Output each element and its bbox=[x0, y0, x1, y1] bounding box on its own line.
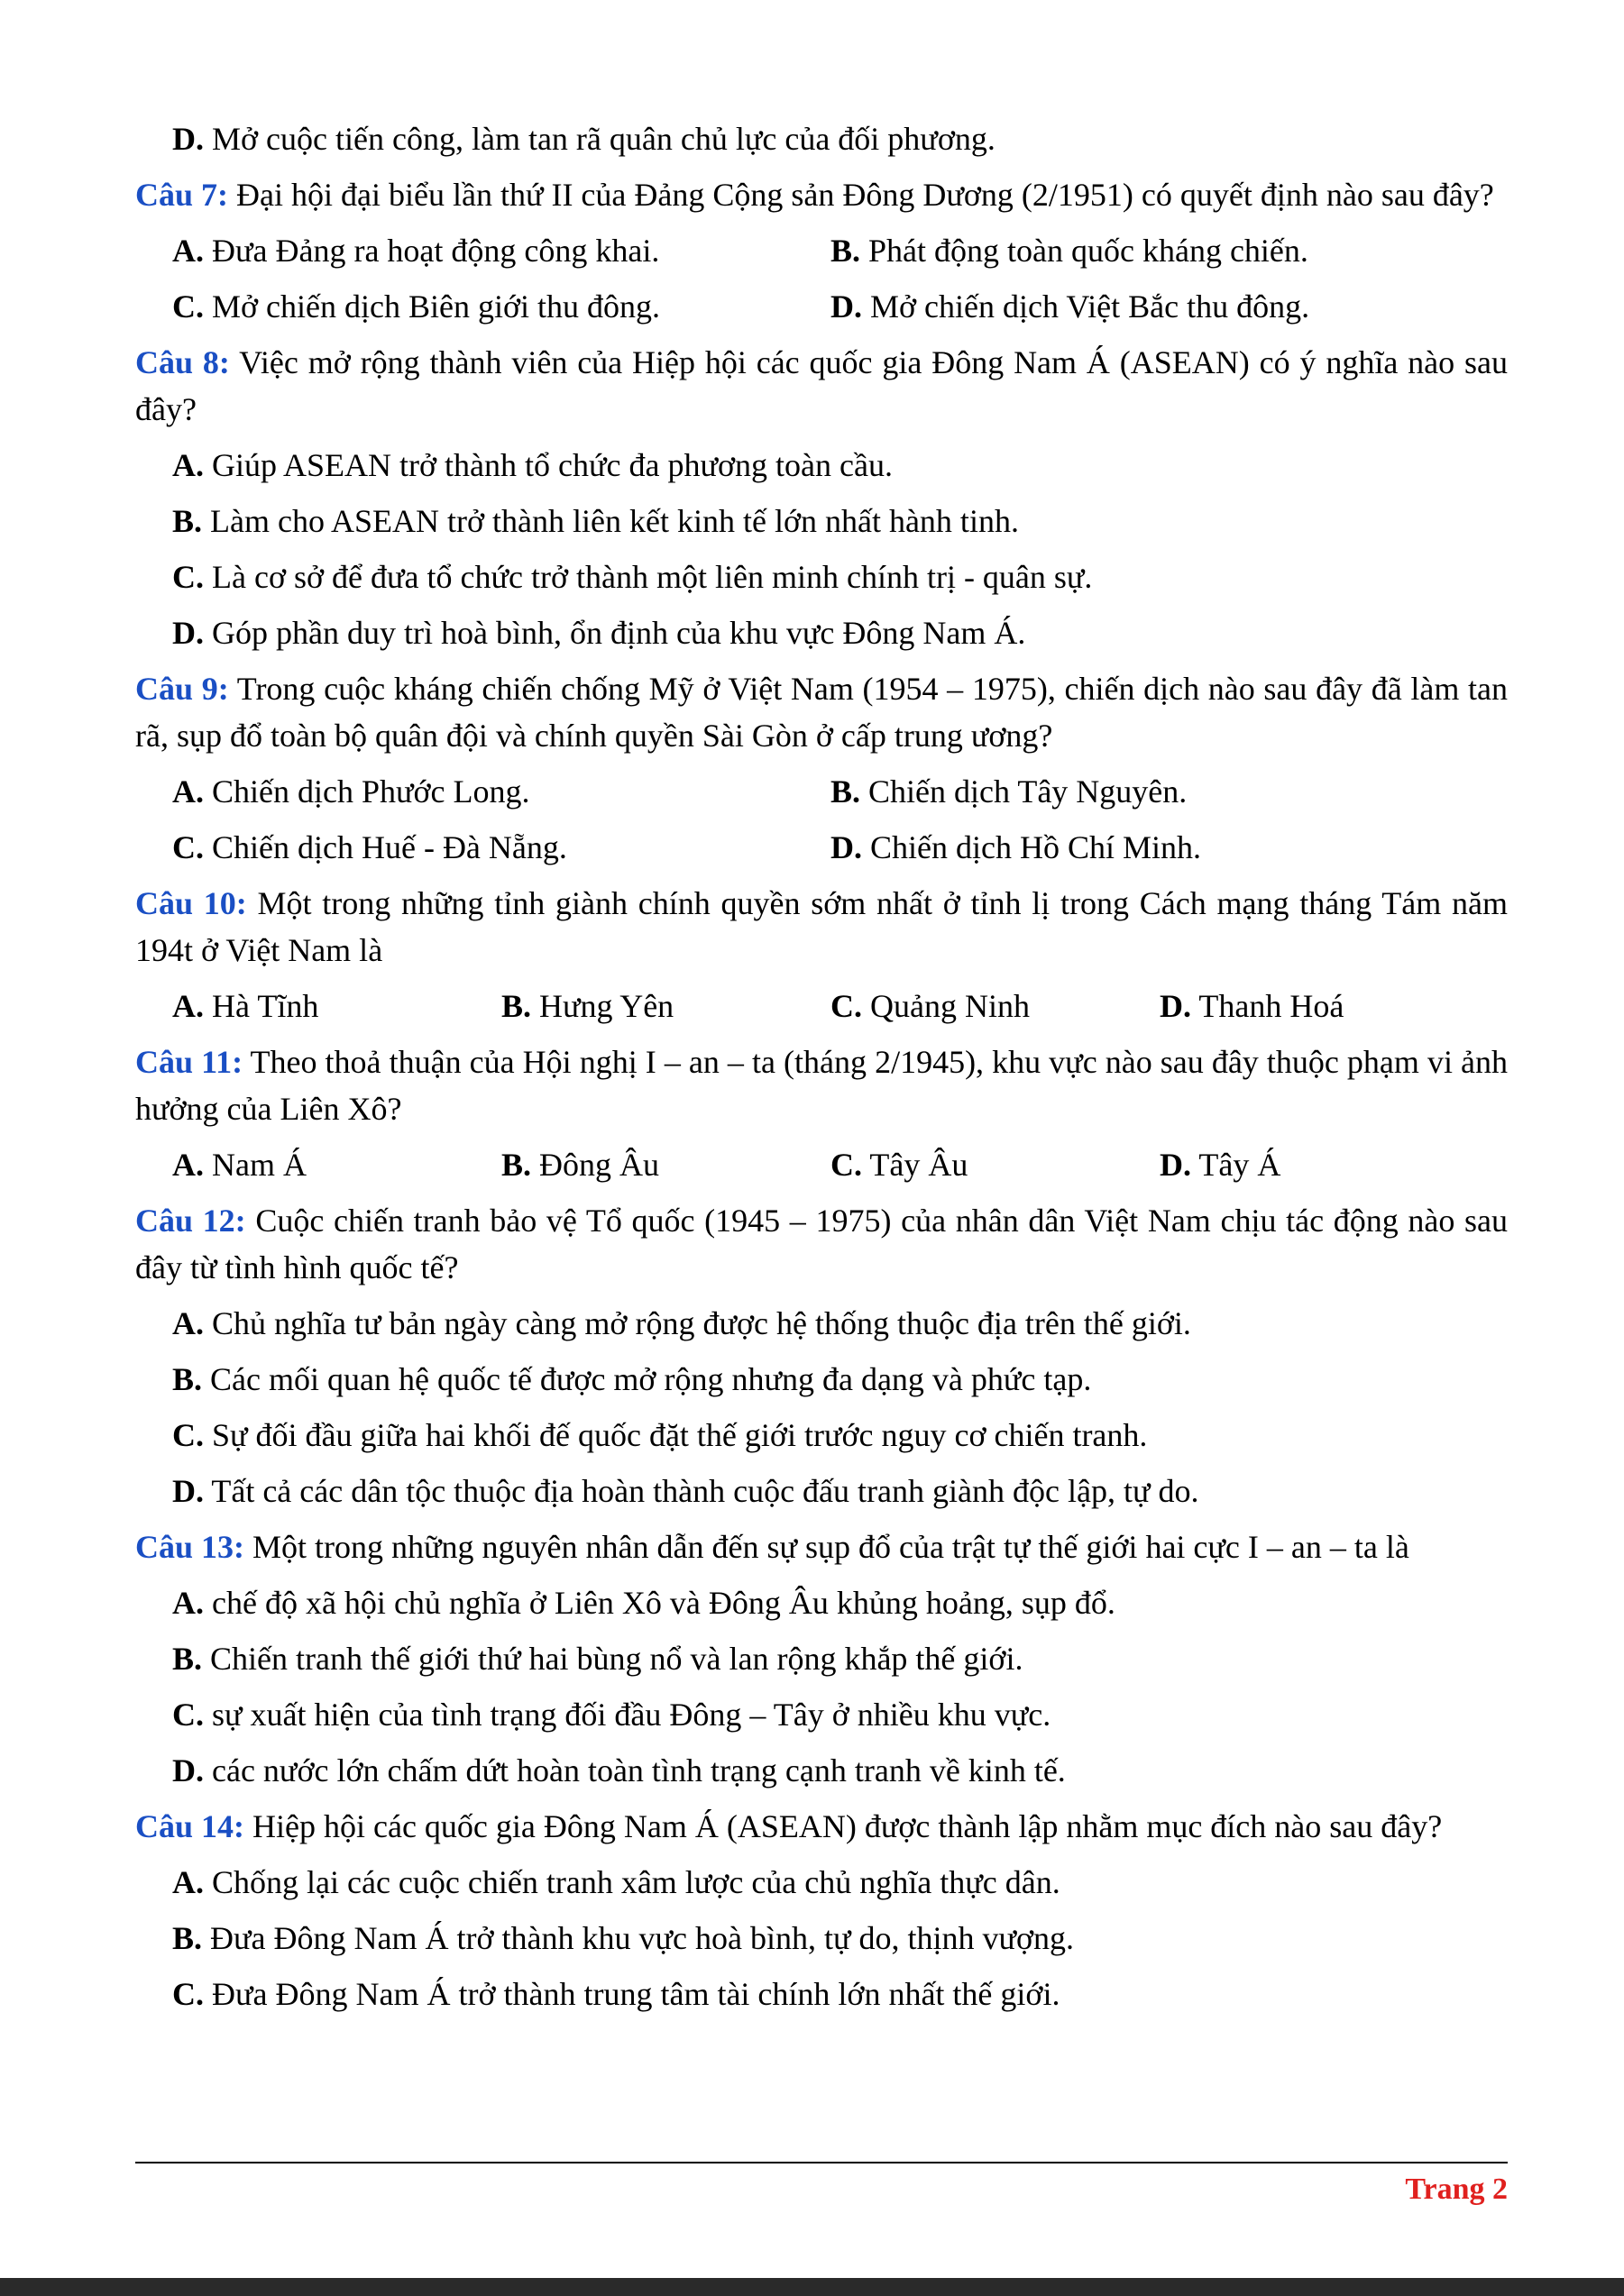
option-line bbox=[172, 1412, 1508, 1459]
option-b bbox=[172, 498, 1019, 544]
option-text: Mở cuộc tiến công, làm tan rã quân chủ lực của đối phương. bbox=[212, 121, 996, 157]
question-label: Câu 14: bbox=[135, 1808, 245, 1844]
option-text: Chiến dịch Huế - Đà Nẵng. bbox=[212, 829, 567, 865]
option-letter: B. bbox=[172, 1920, 203, 1956]
option-a bbox=[172, 442, 893, 489]
option-line bbox=[172, 1747, 1508, 1794]
option-line bbox=[172, 1971, 1508, 2017]
option-text: Làm cho ASEAN trở thành liên kết kinh tế lớn nhất hành tinh. bbox=[210, 503, 1019, 539]
option-letter: A. bbox=[172, 1305, 204, 1341]
option-letter: A. bbox=[172, 988, 204, 1024]
option-c bbox=[172, 1691, 1051, 1738]
option-letter: A. bbox=[172, 1147, 204, 1183]
question-text: Việc mở rộng thành viên của Hiệp hội các quốc gia Đông Nam Á (ASEAN) có ý nghĩa nào sau đây? bbox=[135, 344, 1508, 427]
option-b bbox=[830, 768, 1489, 815]
option-a bbox=[172, 983, 501, 1029]
option-line bbox=[172, 115, 1508, 162]
option-c bbox=[830, 1141, 1160, 1188]
option-text: chế độ xã hội chủ nghĩa ở Liên Xô và Đông Âu khủng hoảng, sụp đổ. bbox=[212, 1585, 1115, 1621]
option-letter: D. bbox=[1160, 988, 1191, 1024]
option-line bbox=[172, 442, 1508, 489]
option-line bbox=[172, 1859, 1508, 1906]
option-letter: C. bbox=[172, 1697, 204, 1733]
option-d bbox=[172, 609, 1025, 656]
option-letter: A. bbox=[172, 1864, 204, 1900]
option-line bbox=[172, 1356, 1508, 1403]
option-a bbox=[172, 768, 830, 815]
option-letter: C. bbox=[172, 829, 204, 865]
question-8 bbox=[135, 339, 1508, 656]
option-c bbox=[172, 553, 1092, 600]
option-text: Mở chiến dịch Việt Bắc thu đông. bbox=[870, 288, 1310, 325]
question-text: Một trong những nguyên nhân dẫn đến sự sụp đổ của trật tự thế giới hai cực I – an – ta là bbox=[252, 1529, 1409, 1565]
option-text: Tất cả các dân tộc thuộc địa hoàn thành cuộc đấu tranh giành độc lập, tự do. bbox=[211, 1473, 1199, 1509]
question-label: Câu 12: bbox=[135, 1203, 246, 1239]
option-letter: A. bbox=[172, 233, 204, 269]
option-text: Góp phần duy trì hoà bình, ổn định của khu vực Đông Nam Á. bbox=[212, 615, 1026, 651]
option-d bbox=[830, 283, 1489, 330]
option-text: Mở chiến dịch Biên giới thu đông. bbox=[212, 288, 661, 325]
option-c bbox=[172, 1971, 1060, 2017]
option-d bbox=[172, 115, 996, 162]
option-letter: B. bbox=[501, 1147, 532, 1183]
option-text: Quảng Ninh bbox=[870, 988, 1030, 1024]
question-12 bbox=[135, 1197, 1508, 1514]
option-d bbox=[172, 1468, 1198, 1514]
option-text: Các mối quan hệ quốc tế được mở rộng nhưng đa dạng và phức tạp. bbox=[210, 1361, 1092, 1397]
question-stem bbox=[135, 1038, 1508, 1132]
question-13 bbox=[135, 1523, 1508, 1794]
question-text: Theo thoả thuận của Hội nghị I – an – ta (tháng 2/1945), khu vực nào sau đây thuộc phạm vi ảnh hưởng của Liên Xô? bbox=[135, 1044, 1508, 1127]
option-letter: C. bbox=[830, 988, 862, 1024]
option-line bbox=[172, 1300, 1508, 1347]
option-d bbox=[1160, 983, 1489, 1029]
question-label: Câu 7: bbox=[135, 177, 229, 213]
option-text: Sự đối đầu giữa hai khối đế quốc đặt thế giới trước nguy cơ chiến tranh. bbox=[212, 1417, 1148, 1453]
option-letter: D. bbox=[172, 1473, 204, 1509]
option-text: sự xuất hiện của tình trạng đối đầu Đông – Tây ở nhiều khu vực. bbox=[212, 1697, 1051, 1733]
option-letter: A. bbox=[172, 447, 204, 483]
option-text: Chiến dịch Hồ Chí Minh. bbox=[870, 829, 1201, 865]
question-text: Cuộc chiến tranh bảo vệ Tổ quốc (1945 – 1975) của nhân dân Việt Nam chịu tác động nào sau đây từ tình hình quốc tế? bbox=[135, 1203, 1509, 1285]
option-b bbox=[501, 983, 830, 1029]
option-text: Chiến tranh thế giới thứ hai bùng nổ và lan rộng khắp thế giới. bbox=[210, 1641, 1023, 1677]
question-label: Câu 8: bbox=[135, 344, 230, 380]
option-c bbox=[172, 283, 830, 330]
option-letter: C. bbox=[830, 1147, 862, 1183]
option-text: Hà Tĩnh bbox=[212, 988, 319, 1024]
option-text: Đông Âu bbox=[539, 1147, 660, 1183]
option-text: Thanh Hoá bbox=[1198, 988, 1344, 1024]
option-text: Hưng Yên bbox=[539, 988, 674, 1024]
question-7 bbox=[135, 171, 1508, 330]
option-letter: D. bbox=[830, 288, 862, 325]
option-d bbox=[1160, 1141, 1489, 1188]
option-line bbox=[172, 1915, 1508, 1962]
option-line bbox=[172, 983, 1508, 1029]
question-stem bbox=[135, 880, 1508, 974]
option-b bbox=[172, 1356, 1091, 1403]
option-letter: D. bbox=[1160, 1147, 1191, 1183]
option-a bbox=[172, 1141, 501, 1188]
option-line bbox=[172, 609, 1508, 656]
option-text: Tây Âu bbox=[869, 1147, 968, 1183]
page-number: Trang 2 bbox=[1405, 2173, 1508, 2206]
question-text: Một trong những tỉnh giành chính quyền sớm nhất ở tỉnh lị trong Cách mạng tháng Tám năm 194t ở Việt Nam là bbox=[135, 885, 1508, 968]
option-letter: D. bbox=[172, 121, 204, 157]
option-d bbox=[172, 1747, 1066, 1794]
question-label: Câu 9: bbox=[135, 671, 229, 707]
option-letter: A. bbox=[172, 1585, 204, 1621]
option-letter: A. bbox=[172, 773, 204, 810]
option-a bbox=[172, 1859, 1060, 1906]
option-line bbox=[172, 227, 1508, 274]
option-a bbox=[172, 1300, 1191, 1347]
question-text: Đại hội đại biểu lần thứ II của Đảng Cộng sản Đông Dương (2/1951) có quyết định nào sau đây? bbox=[236, 177, 1494, 213]
option-line bbox=[172, 283, 1508, 330]
option-c bbox=[172, 1412, 1147, 1459]
option-b bbox=[830, 227, 1489, 274]
option-b bbox=[501, 1141, 830, 1188]
option-line bbox=[172, 1579, 1508, 1626]
option-line bbox=[172, 553, 1508, 600]
option-line bbox=[172, 1141, 1508, 1188]
option-a bbox=[172, 227, 830, 274]
option-text: Nam Á bbox=[212, 1147, 307, 1183]
option-letter: C. bbox=[172, 288, 204, 325]
option-text: Phát động toàn quốc kháng chiến. bbox=[868, 233, 1308, 269]
question-stem bbox=[135, 1197, 1508, 1291]
option-letter: B. bbox=[172, 503, 203, 539]
option-c bbox=[172, 824, 830, 871]
option-c bbox=[830, 983, 1160, 1029]
question-label: Câu 10: bbox=[135, 885, 247, 921]
option-letter: C. bbox=[172, 1417, 204, 1453]
question-stem bbox=[135, 1523, 1508, 1570]
option-letter: B. bbox=[172, 1641, 203, 1677]
question-text: Hiệp hội các quốc gia Đông Nam Á (ASEAN) được thành lập nhằm mục đích nào sau đây? bbox=[252, 1808, 1443, 1844]
question-10 bbox=[135, 880, 1508, 1029]
option-letter: D. bbox=[172, 615, 204, 651]
question-14 bbox=[135, 1803, 1508, 2017]
question-label: Câu 11: bbox=[135, 1044, 243, 1080]
document-content bbox=[135, 115, 1508, 2026]
question-stem bbox=[135, 339, 1508, 433]
option-line bbox=[172, 768, 1508, 815]
option-text: Chiến dịch Tây Nguyên. bbox=[868, 773, 1188, 810]
option-letter: C. bbox=[172, 1976, 204, 2012]
option-line bbox=[172, 824, 1508, 871]
option-d bbox=[830, 824, 1489, 871]
option-b bbox=[172, 1915, 1074, 1962]
option-letter: B. bbox=[172, 1361, 203, 1397]
option-letter: D. bbox=[172, 1752, 204, 1788]
option-text: Đưa Đông Nam Á trở thành trung tâm tài chính lớn nhất thế giới. bbox=[212, 1976, 1060, 2012]
option-line bbox=[172, 1468, 1508, 1514]
option-letter: B. bbox=[830, 773, 861, 810]
option-text: Chiến dịch Phước Long. bbox=[212, 773, 530, 810]
question-9 bbox=[135, 665, 1508, 871]
question-11 bbox=[135, 1038, 1508, 1188]
question-label: Câu 13: bbox=[135, 1529, 245, 1565]
option-letter: B. bbox=[501, 988, 532, 1024]
option-text: Là cơ sở để đưa tổ chức trở thành một liên minh chính trị - quân sự. bbox=[212, 559, 1093, 595]
option-text: Chủ nghĩa tư bản ngày càng mở rộng được hệ thống thuộc địa trên thế giới. bbox=[212, 1305, 1191, 1341]
footer-divider bbox=[135, 2162, 1508, 2163]
option-text: Đưa Đảng ra hoạt động công khai. bbox=[212, 233, 660, 269]
option-line bbox=[172, 1635, 1508, 1682]
option-text: Tây Á bbox=[1198, 1147, 1281, 1183]
option-letter: B. bbox=[830, 233, 861, 269]
bottom-edge-bar bbox=[0, 2278, 1624, 2296]
option-line bbox=[172, 1691, 1508, 1738]
question-text: Trong cuộc kháng chiến chống Mỹ ở Việt Nam (1954 – 1975), chiến dịch nào sau đây đã làm tan rã, sụp đổ toàn bộ quân đội và chính quyền Sài Gòn ở cấp trung ương? bbox=[135, 671, 1508, 754]
option-text: Chống lại các cuộc chiến tranh xâm lược của chủ nghĩa thực dân. bbox=[212, 1864, 1060, 1900]
question-stem bbox=[135, 171, 1508, 218]
option-letter: C. bbox=[172, 559, 204, 595]
question-stem bbox=[135, 1803, 1508, 1850]
option-text: Giúp ASEAN trở thành tổ chức đa phương toàn cầu. bbox=[212, 447, 893, 483]
option-letter: D. bbox=[830, 829, 862, 865]
option-b bbox=[172, 1635, 1023, 1682]
option-text: các nước lớn chấm dứt hoàn toàn tình trạng cạnh tranh về kinh tế. bbox=[212, 1752, 1066, 1788]
question-stem bbox=[135, 665, 1508, 759]
option-line bbox=[172, 498, 1508, 544]
option-a bbox=[172, 1579, 1115, 1626]
option-text: Đưa Đông Nam Á trở thành khu vực hoà bình, tự do, thịnh vượng. bbox=[210, 1920, 1075, 1956]
